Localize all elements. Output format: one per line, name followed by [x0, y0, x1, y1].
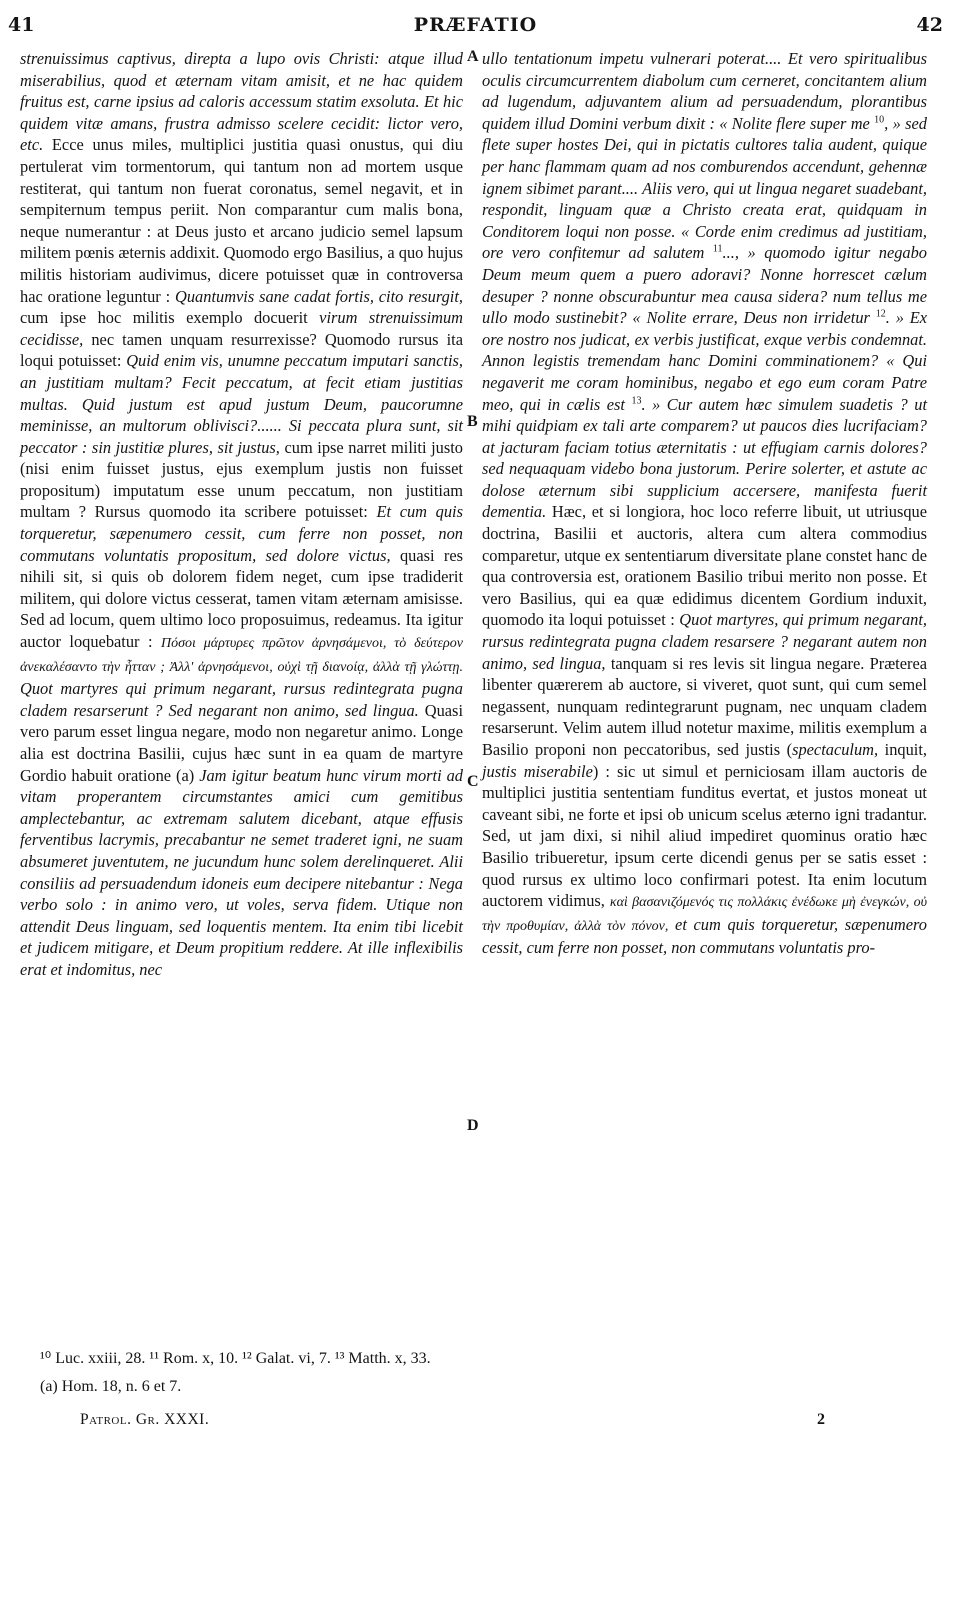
text-run: spectaculum,: [792, 740, 879, 759]
margin-marker-b: B: [467, 413, 478, 430]
page-title: PRÆFATIO: [413, 14, 538, 36]
left-column-text: [20, 48, 463, 981]
text-run: Quasi vero parum esset lingua negare, modo non negaretur animo. Longe alia est doctrina Basilii, cujus hæc sunt in ea quam de martyre Gordio habuit oratione (a): [20, 700, 463, 785]
text-run: ullo tentationum impetu vulnerari poterat.... Et vero spiritualibus oculis circumcurrentem diabolum cum cerneret, concitantem alium ad lugendum, adjuvantem alium ad persuadendum, plorantibus quidem illud Domini verbum dixit : « Nolite flere super me: [482, 49, 927, 133]
text-run: cum ipse narret militi justo (nisi enim fuisset justus, ejus exemplum justis non fuisset propositum) imputatum esse unum peccatum, non justitiam multam ? Rursus quomodo ita scribere potuisset:: [20, 437, 463, 522]
text-run: Quot martyres, qui primum negarant, rursus redintegrata pugna cladem resarsere ? negarant autem non animo, sed lingua,: [482, 610, 927, 673]
text-run: , » sed flete super hostes Dei, qui in pictatis cultores talia audent, quique per hanc flammam quam ad nos comburendos accendunt, gehennæ ignem sibimet parant.... Aliis vero, qui ut lingua negaret suadebant, respondit, linguam quæ a Christo creata erat, quidquam in Conditorem loqui non posse. « Corde enim credimus ad justitiam, ore vero confitemur ad salutem: [482, 113, 927, 263]
text-run: ..., » quomodo igitur negabo Deum meum quem a puero adoravi? Nonne horrescet cælum desuper ? nonne obscurabuntur mea causa sidera? num tellus me ullo modo sustinebit? « Nolite errare, Deus non irridetur: [482, 243, 927, 328]
text-run: Quid enim vis, unumne peccatum imputari sanctis, an justitiam multam? Fecit peccatum, at fecit etiam justitias multas. Quid justum est apud justum Deum, paucorumne meminisse, an multorum oblivisci?...... Si peccata plura sunt, sit peccator : sin justitiæ plures, sit justus,: [20, 351, 463, 457]
footer-signature: 2: [817, 1411, 825, 1428]
page-header: [8, 14, 943, 44]
text-run: Hæc, et si longiora, hoc loco referre libuit, ut utriusque doctrina, Basilii et auctoris, altera cum altera commodius comparetur, utque ex sententiarum diversitate plane constet hanc de qua controversia est, orationem Basilio tribui merito non posse. Et vero Basilius, qui ea quæ edidimus dicentem Gordium induxit, quomodo ita loqui potuisset :: [482, 502, 927, 630]
margin-marker-c: C: [467, 773, 479, 790]
text-run: Jam igitur beatum hunc virum morti ad vitam properantem circumstantes amici cum gemitibus amplectebantur, ac extremam salutem dicebant, atque effusis ferventibus lacrymis, precabantur ne semet traderet igni, ne suam absumeret juventutem, ne jucundum hunc solem derelinqueret. Alii consiliis ad persuadendum idoneis eum decipere nitebantur : Nega verbo solo : in animo vero, ut voles, serva fidem. Utique non attendit Deus linguam, sed loquentis mentem. Ita enim tibi licebit et judicem mitigare, et Deum propitium reddere. At ille inflexibilis erat et indomitus, nec: [20, 765, 464, 979]
text-run: Quantumvis sane cadat fortis, cito resurgit,: [175, 286, 463, 306]
text-run: inquit,: [878, 740, 927, 759]
left-column: [20, 48, 463, 981]
text-run: Et cum quis torqueretur, sæpenumero cessit, cum ferre non posset, non commutans voluntatis propositum, sed dolore victus,: [20, 502, 463, 565]
footnote-a: (a) Hom. 18, n. 6 et 7.: [40, 1378, 182, 1395]
margin-marker-d: D: [467, 1117, 479, 1134]
text-run: justis miserabile: [482, 761, 593, 781]
text-run: . » Ex ore nostro nos judicat, ex verbis justificat, exque verbis condemnat. Annon legistis tremendam hanc Domini comminationem? « Qui negaverit me coram hominibus, negabo et ego eum coram Patre meo, qui in cælis est: [482, 308, 927, 414]
right-column-text: [482, 48, 927, 959]
text-run: et cum quis torqueretur, sæpenumero cessit, cum ferre non posset, non commutans voluntatis pro-: [482, 914, 927, 958]
margin-marker-a: A: [467, 48, 479, 65]
text-run: quasi res nihili sit, si quis ob dolorem fidem neget, cum ipse tradiderit militem, qui dolore victus cesserat, tamen vitam æternam amisisse. Sed ad locum, quem ultimo loco proposuimus, redeamus. Ita igitur auctor loquebatur :: [20, 545, 463, 652]
greek-quote: Πόσοι μάρτυρες πρῶτον ἀρνησάμενοι, τὸ δεύτερον ἀνεκαλέσαντο τὴν ἧτταν ; Ἀλλ' ἀρνησάμενοι, οὐχὶ τῇ διανοίᾳ, ἀλλὰ τῇ γλώττῃ.: [20, 636, 463, 675]
text-run: Quot martyres qui primum negarant, rursus redintegrata pugna cladem resarserunt ? Sed negarant non animo, sed lingua.: [20, 679, 463, 720]
text-run: cum ipse hoc militis exemplo docuerit: [20, 308, 320, 328]
footnotes-scripture: ¹⁰ Luc. xxiii, 28. ¹¹ Rom. x, 10. ¹² Galat. vi, 7. ¹³ Matth. x, 33.: [40, 1350, 431, 1367]
right-column: [482, 48, 927, 959]
footnote-ref: 11: [712, 243, 723, 255]
text-run: tanquam si res levis sit lingua negare. Præterea libenter quærerem ab auctore, si viveret, quot sunt, qui cum semel negassent, nunquam redintegrarunt pugnam, nec unquam cladem resarserunt. Velim autem illud notetur maxime, militis exemplum a Basilio proponi non peccatoribus, sed justis (: [482, 653, 927, 759]
text-run: ) : sic ut simul et perniciosam illam auctoris de multiplici justitia sententiam funditus evertat, et justos moneat ut caveant sibi, ne forte et ipsi ob unicum scelus æterno igni tradantur. Sed, ut jam dixi, si nihil aliud impediret quominus oratio hæc Basilio tribueretur, ipsum certe dicendi genus per se satis esset : quod rursus ex ultimo loco confirmari potest. Ita enim locutum auctorem vidimus,: [482, 761, 927, 911]
text-run: strenuissimus captivus, direpta a lupo ovis Christi: atque illud miserabilius, quod et æternam vitam amisit, et ne hac quidem fruitus est, carne ipsius ad caloris accessum statim exsoluta. Et hic quidem vitæ amans, frustra admisso scelere cecidit: lictor vero, etc.: [20, 49, 463, 155]
text-run: . » Cur autem hæc simulem suadetis ? ut mihi quidpiam ex tali arte comparem? ut paucos dies lucrifaciam? at jacturam faciam totius æternitatis : ut effugiam carnis dolores? sed nequaquam videbo bona justorum. Perire solerter, et astute ac dolose æternum sibi supplicium accersere, manifesta fuerit dementia.: [482, 394, 927, 522]
text-run: Ecce unus miles, multiplici justitia quasi onustus, qui diu pertulerat vim tormentorum, qui tantum non ad mortem usque restiterat, qui tantum non fuerat coronatus, semel negavit, et in sempiternum tempus periit. Non comparantur cum malis bona, neque numerantur : at Deus justo et arcano judicio semel lapsum militem pœnis æternis addixit. Quomodo ergo Basilius, a quo hujus militis historiam audivimus, dicere potuisset quæ in controversa hac oratione leguntur :: [20, 135, 463, 306]
text-run: virum strenuissimum cecidisse,: [20, 308, 463, 349]
page-number-left: 41: [8, 14, 35, 36]
page-number-right: 42: [916, 14, 943, 36]
footnote-ref: 10: [874, 114, 885, 126]
footnote-ref: 12: [875, 308, 886, 320]
footer-series: Patrol. Gr. XXXI.: [80, 1411, 210, 1428]
text-run: nec tamen unquam resurrexisse? Quomodo rursus ita loqui potuisset:: [20, 329, 463, 371]
greek-quote: καὶ βασανιζόμενός τις πολλάκις ἐνέδωκε μὴ ἐνεγκών, οὐ τὴν προθυμίαν, ἀλλὰ τὸν πόνον,: [482, 895, 927, 934]
footnote-ref: 13: [631, 395, 642, 407]
